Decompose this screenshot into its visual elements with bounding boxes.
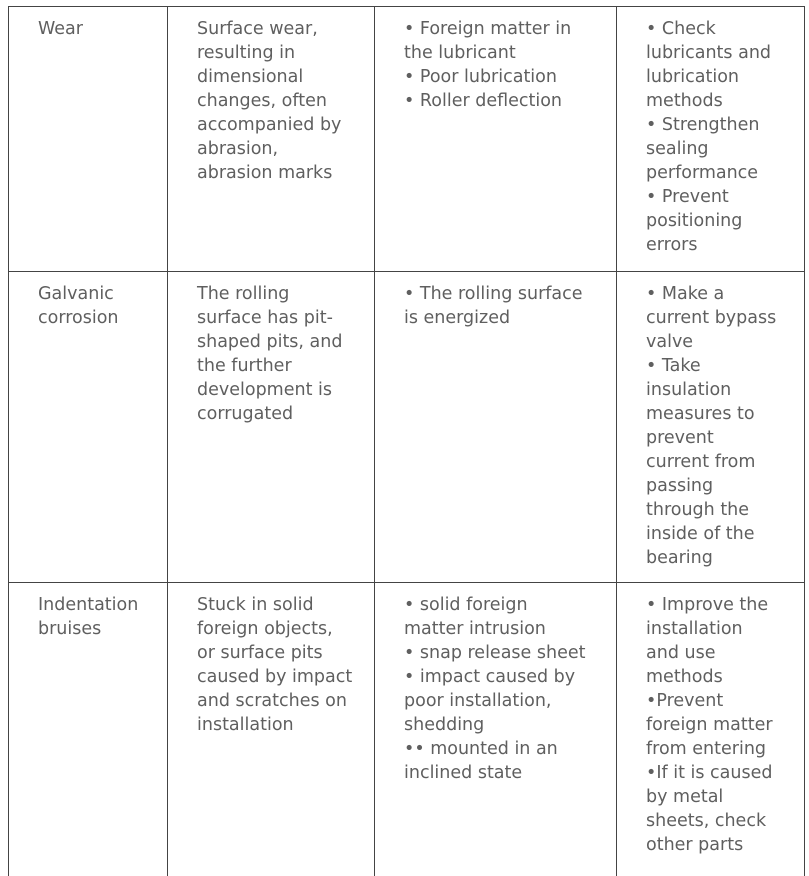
countermeasures-cell: • Check lubricants and lubrication methods • Strengthen sealing performance • Prevent positioning errors	[617, 7, 805, 272]
countermeasures-cell: • Improve the installation and use methods •Prevent foreign matter from entering •If it is caused by metal sheets, check other parts	[617, 583, 805, 876]
causes-cell: • Foreign matter in the lubricant • Poor lubrication • Roller deflection	[375, 7, 617, 272]
table-row	[9, 272, 805, 583]
phenomenon-cell: Stuck in solid foreign objects, or surface pits caused by impact and scratches on installation	[168, 583, 375, 876]
bearing-failure-table	[8, 6, 805, 876]
table-row	[9, 583, 805, 876]
table-row	[9, 7, 805, 272]
failure-type-cell: Galvanic corrosion	[9, 272, 168, 583]
phenomenon-cell: The rolling surface has pit- shaped pits, and the further development is corrugated	[168, 272, 375, 583]
causes-cell: • The rolling surface is energized	[375, 272, 617, 583]
causes-cell: • solid foreign matter intrusion • snap release sheet • impact caused by poor installation, shedding •• mounted in an inclined state	[375, 583, 617, 876]
failure-type-cell: Wear	[9, 7, 168, 272]
phenomenon-cell: Surface wear, resulting in dimensional changes, often accompanied by abrasion, abrasion marks	[168, 7, 375, 272]
countermeasures-cell: • Make a current bypass valve • Take insulation measures to prevent current from passing through the inside of the bearing	[617, 272, 805, 583]
failure-type-cell: Indentation bruises	[9, 583, 168, 876]
